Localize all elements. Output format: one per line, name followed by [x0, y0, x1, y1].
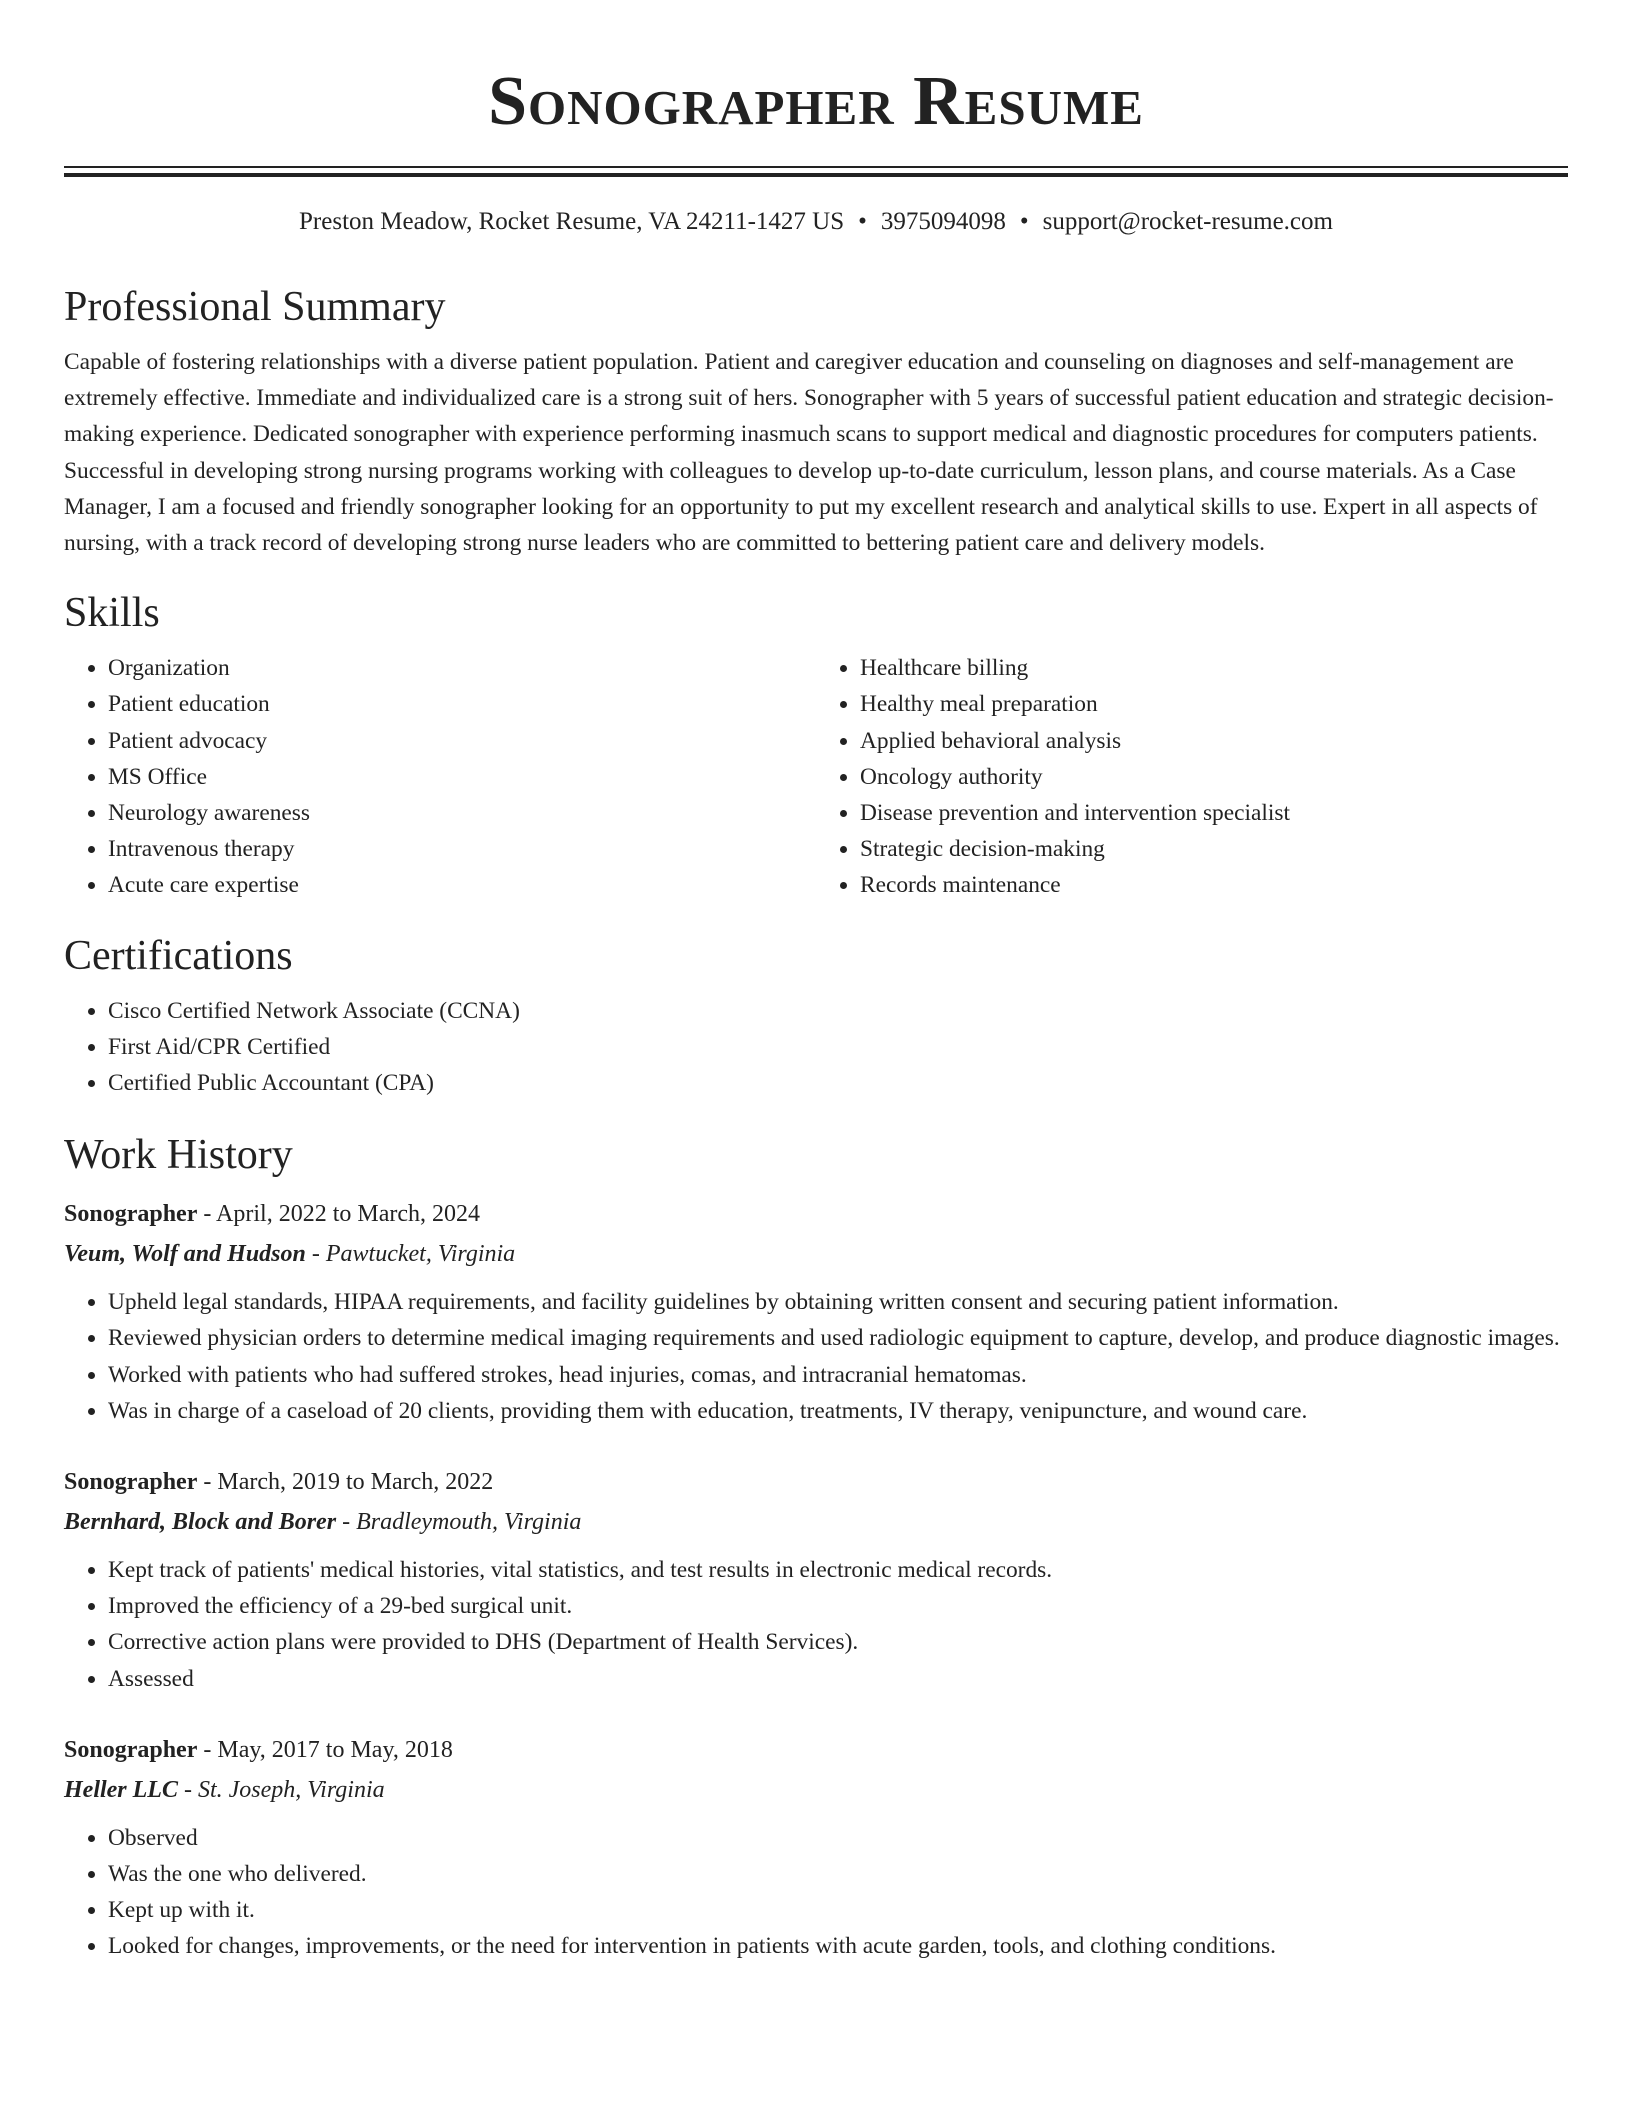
job-bullet: • Improved the efficiency of a 29-bed surgical unit. — [108, 1588, 1568, 1624]
skills-section — [64, 588, 1568, 903]
contact-line — [64, 206, 1568, 238]
contact-phone: 3975094098 — [880, 208, 1006, 235]
job-location: St. Joseph, Virginia — [197, 1776, 385, 1803]
section-heading-work-history: Work History — [64, 1132, 293, 1179]
job-bullet: • Corrective action plans were provided to DHS (Department of Health Services). — [108, 1624, 1568, 1660]
title-divider — [64, 166, 1568, 177]
page-title: Sonographer Resume — [488, 63, 1144, 140]
skills-columns — [64, 650, 1568, 903]
contact-separator: • — [1019, 208, 1029, 235]
job-bullet-list — [64, 1552, 1568, 1697]
job-location: Bradleymouth, Virginia — [356, 1509, 582, 1536]
job-company-line: Bernhard, Block and Borer - Bradleymouth, Virginia — [64, 1509, 582, 1536]
job-bullet: • Upheld legal standards, HIPAA requirements, and facility guidelines by obtaining written consent and securing patient information. — [108, 1284, 1568, 1320]
job-bullet: • Reviewed physician orders to determine medical imaging requirements and used radiologic equipment to capture, develop, and produce diagnostic images. — [108, 1320, 1568, 1356]
summary-text: Capable of fostering relationships with a diverse patient population. Patient and caregiver education and counseling on diagnoses and self-management are extremely effective. Immediate and individualized care is a strong suit of hers. Sonographer with 5 years of successful patient education and strategic decision-making experience. Dedicated sonographer with experience performing inasmuch scans to support medical and diagnostic procedures for computers patients. Successful in developing strong nursing programs working with colleagues to develop up-to-date curriculum, lesson plans, and course materials. As a Case Manager, I am a focused and friendly sonographer looking for an opportunity to put my excellent research and analytical skills to use. Expert in all aspects of nursing, with a track record of developing strong nurse leaders who are committed to bettering patient care and delivery models. — [64, 349, 1554, 557]
skills-list-left — [64, 650, 816, 903]
contact-separator: • — [858, 208, 867, 235]
skill-item: • Strategic decision-making — [860, 831, 1568, 867]
job-dates: April, 2022 to March, 2024 — [216, 1201, 480, 1228]
job-bullet: • Kept track of patients' medical histories, vital statistics, and test results in electronic medical records. — [108, 1552, 1568, 1588]
skill-item: • MS Office — [108, 759, 816, 795]
resume-page — [64, 0, 1568, 1965]
contact-address: Preston Meadow, Rocket Resume, VA 24211-1427 US — [299, 208, 845, 235]
job-bullet-list — [64, 1820, 1568, 1965]
job-company-line: Heller LLC - St. Joseph, Virginia — [64, 1776, 385, 1803]
skill-item: • Intravenous therapy — [108, 831, 816, 867]
certification-item: • Certified Public Accountant (CPA) — [108, 1065, 1568, 1101]
job-title-line: Sonographer - March, 2019 to March, 2022 — [64, 1469, 494, 1496]
job-dates: May, 2017 to May, 2018 — [217, 1736, 453, 1763]
contact-email: support@rocket-resume.com — [1042, 208, 1333, 235]
job-entry — [64, 1196, 1568, 1429]
work-history-section — [64, 1130, 1568, 1964]
skill-item: • Patient education — [108, 686, 816, 722]
job-bullet: • Was the one who delivered. — [108, 1856, 1568, 1892]
certifications-section — [64, 931, 1568, 1102]
job-bullet-list — [64, 1284, 1568, 1429]
job-dates: March, 2019 to March, 2022 — [217, 1469, 494, 1496]
job-title-line: Sonographer - May, 2017 to May, 2018 — [64, 1736, 453, 1763]
job-bullet: • Observed — [108, 1820, 1568, 1856]
skill-item: • Acute care expertise — [108, 867, 816, 903]
skill-item: • Applied behavioral analysis — [860, 723, 1568, 759]
job-entry — [64, 1464, 1568, 1697]
job-bullet: • Kept up with it. — [108, 1892, 1568, 1928]
certification-item: • First Aid/CPR Certified — [108, 1029, 1568, 1065]
section-heading-summary: Professional Summary — [64, 284, 446, 330]
skill-item: • Organization — [108, 650, 816, 686]
skill-item: • Patient advocacy — [108, 723, 816, 759]
skill-item: • Healthy meal preparation — [860, 686, 1568, 722]
job-bullet: • Looked for changes, improvements, or the need for intervention in patients with acute garden, tools, and clothing conditions. — [108, 1928, 1568, 1964]
job-bullet: • Assessed — [108, 1661, 1568, 1697]
job-company: Bernhard, Block and Borer — [64, 1509, 337, 1536]
job-company-line: Veum, Wolf and Hudson - Pawtucket, Virginia — [64, 1241, 516, 1268]
skill-item: • Oncology authority — [860, 759, 1568, 795]
job-role: Sonographer — [64, 1469, 198, 1496]
skill-item: • Healthcare billing — [860, 650, 1568, 686]
job-entry — [64, 1732, 1568, 1965]
certifications-list — [64, 993, 1568, 1102]
job-bullet: • Worked with patients who had suffered strokes, head injuries, comas, and intracranial hematomas. — [108, 1357, 1568, 1393]
job-company: Veum, Wolf and Hudson — [64, 1241, 306, 1268]
section-heading-certifications: Certifications — [64, 932, 293, 979]
skill-item: • Neurology awareness — [108, 795, 816, 831]
job-bullet: • Was in charge of a caseload of 20 clients, providing them with education, treatments, IV therapy, venipuncture, and wound care. — [108, 1393, 1568, 1429]
section-heading-skills: Skills — [64, 590, 160, 637]
job-title-line: Sonographer - April, 2022 to March, 2024 — [64, 1201, 480, 1228]
job-company: Heller LLC — [64, 1776, 178, 1803]
job-location: Pawtucket, Virginia — [325, 1241, 516, 1268]
skill-item: • Records maintenance — [860, 867, 1568, 903]
professional-summary-section — [64, 282, 1568, 561]
skill-item: • Disease prevention and intervention specialist — [860, 795, 1568, 831]
job-role: Sonographer — [64, 1201, 198, 1228]
skills-list-right — [816, 650, 1568, 903]
job-role: Sonographer — [64, 1736, 198, 1763]
certification-item: • Cisco Certified Network Associate (CCNA) — [108, 993, 1568, 1029]
